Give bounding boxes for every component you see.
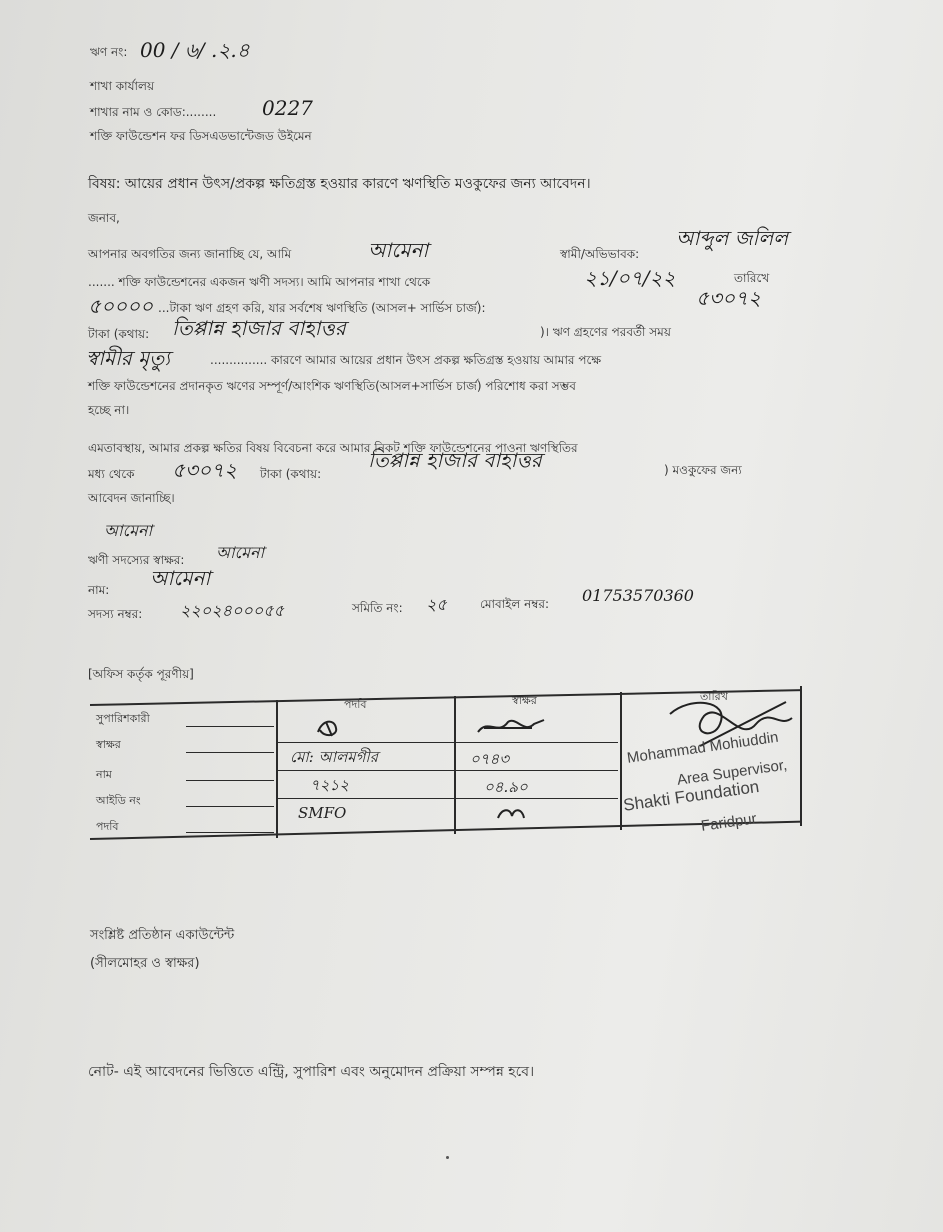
organization-name: শক্তি ফাউন্ডেশন ফর ডিসএডভান্টেজড উইমেন: [90, 129, 312, 143]
member-signature-handwritten: আমেনা: [216, 543, 265, 562]
recommender-id-value: ০৪.৯০: [484, 778, 528, 796]
table-rule: [278, 742, 618, 743]
row-label: স্বাক্ষর: [96, 738, 121, 751]
table-rule: [186, 832, 274, 833]
table-rule: [620, 692, 622, 830]
table-rule: [800, 686, 802, 826]
branch-office-line: শাখা কার্যালয়: [90, 79, 155, 93]
body-text: টাকা (কথায়:: [88, 327, 150, 341]
ref-handwritten: 00 / ৬/ .২.৪: [140, 38, 250, 62]
recommender-designation: SMFO: [298, 804, 347, 822]
branch-code-label: শাখার নাম ও কোড:........: [90, 105, 217, 119]
column-header: পদবি: [344, 698, 367, 711]
footer-note: নোট- এই আবেদনের ভিত্তিতে এন্ট্রি, সুপারিশ এবং অনুমোদন প্রক্রিয়া সম্পন্ন হবে।: [88, 1064, 535, 1080]
recommender-value: ০৭৪৩: [470, 750, 509, 768]
handwritten-signature: আমেনা: [104, 521, 153, 540]
table-rule: [186, 752, 274, 753]
accountant-label: সংশ্লিষ্ট প্রতিষ্ঠান একাউন্টেন্ট: [90, 928, 235, 943]
mobile-label: মোবাইল নম্বর:: [480, 597, 550, 611]
column-header: স্বাক্ষর: [512, 694, 537, 707]
scan-speck: [446, 1156, 449, 1159]
stamp-line: Shakti Foundation: [622, 776, 761, 815]
office-use-title: [অফিস কর্তৃক পূরণীয়]: [88, 667, 194, 681]
member-number-label: সদস্য নম্বর:: [88, 607, 143, 621]
seal-signature-label: (সীলমোহর ও স্বাক্ষর): [90, 956, 200, 971]
table-rule: [90, 821, 802, 840]
body-text: তারিখে: [734, 271, 770, 285]
body-text: ) মওকুফের জন্য: [664, 463, 742, 477]
handwritten-balance: ৫৩০৭২: [696, 286, 761, 310]
handwritten-mark: [494, 804, 530, 826]
name-handwritten: আমেনা: [150, 566, 211, 590]
body-text: স্বামী/অভিভাবক:: [560, 247, 640, 261]
group-handwritten: ২৫: [426, 595, 447, 614]
row-label: আইডি নং: [96, 794, 141, 807]
body-text: টাকা (কথায়:: [260, 467, 322, 481]
branch-code-handwritten: 0227: [262, 96, 313, 120]
member-signature-label: ঋণী সদস্যের স্বাক্ষর:: [88, 553, 185, 567]
handwritten-amount: ৫০০০০: [88, 294, 153, 318]
handwritten-signature-mark: [474, 714, 548, 740]
member-number-handwritten: ২২০২৪০০০৫৫: [180, 601, 284, 620]
row-label: পদবি: [96, 820, 119, 833]
handwritten-balance-2: ৫৩০৭২: [172, 458, 237, 482]
ref-label: ঋণ নং:: [90, 45, 128, 59]
body-text: শক্তি ফাউন্ডেশনের প্রদানকৃত ঋণের সম্পূর্ণ/আংশিক ঋণস্থিতি(আসল+সার্ভিস চার্জ) পরিশোধ করা সম্ভব: [88, 379, 576, 393]
name-label: নাম:: [88, 583, 110, 597]
table-rule: [186, 726, 274, 727]
handwritten-guardian: আব্দুল জলিল: [676, 226, 789, 250]
handwritten-mark: [314, 716, 344, 740]
handwritten-amount-words: তিপ্পান্ন হাজার বাহাত্তর: [172, 316, 346, 340]
body-text: ....... শক্তি ফাউন্ডেশনের একজন ঋণী সদস্য। আমি আপনার শাখা থেকে: [88, 275, 431, 289]
body-text: মধ্য থেকে: [88, 467, 135, 481]
table-rule: [454, 696, 456, 834]
table-rule: [186, 780, 274, 781]
mobile-handwritten: 01753570360: [582, 586, 694, 605]
handwritten-amount-words-2: তিপ্পান্ন হাজার বাহাত্তর: [368, 448, 542, 472]
stamp-line: Mohammad Mohiuddin: [626, 728, 780, 767]
recommender-name: মো: আলমগীর: [290, 748, 378, 766]
handwritten-date: ২১/০৭/২২: [584, 266, 676, 290]
row-label: নাম: [96, 768, 112, 781]
table-rule: [186, 806, 274, 807]
body-text: হচ্ছে না।: [88, 403, 130, 417]
recommender-id: ৭২১২: [310, 776, 349, 794]
body-text: আপনার অবগতির জন্য জানাচ্ছি যে, আমি: [88, 247, 292, 261]
stamp-line: Area Supervisor,: [676, 756, 789, 789]
salutation: জনাব,: [88, 211, 120, 225]
handwritten-reason: স্বামীর মৃত্যু: [86, 346, 171, 370]
body-text: ...টাকা ঋণ গ্রহণ করি, যার সর্বশেষ ঋণস্থিতি (আসল+ সার্ভিস চার্জ):: [158, 301, 486, 315]
stamp-line: Faridpur: [700, 810, 758, 835]
row-label: সুপারিশকারী: [96, 712, 150, 725]
body-text: )। ঋণ গ্রহণের পরবর্তী সময়: [540, 325, 671, 339]
group-label: সমিতি নং:: [352, 601, 403, 615]
body-text: এমতাবস্থায়, আমার প্রকল্প ক্ষতির বিষয় বিবেচনা করে আমার নিকট শক্তি ফাউন্ডেশনের পাওনা ঋণস্থিতির: [88, 441, 578, 455]
subject-line: বিষয়: আয়ের প্রধান উৎস/প্রকল্প ক্ষতিগ্রস্ত হওয়ার কারণে ঋণস্থিতি মওকুফের জন্য আবেদন।: [88, 176, 591, 192]
column-header: তারিখ: [700, 690, 728, 703]
table-rule: [276, 700, 278, 838]
body-text: ............... কারণে আমার আয়ের প্রধান উৎস প্রকল্প ক্ষতিগ্রস্ত হওয়ায় আমার পক্ষে: [210, 353, 602, 367]
body-text: আবেদন জানাচ্ছি।: [88, 491, 175, 505]
handwritten-name: আমেনা: [368, 238, 429, 262]
